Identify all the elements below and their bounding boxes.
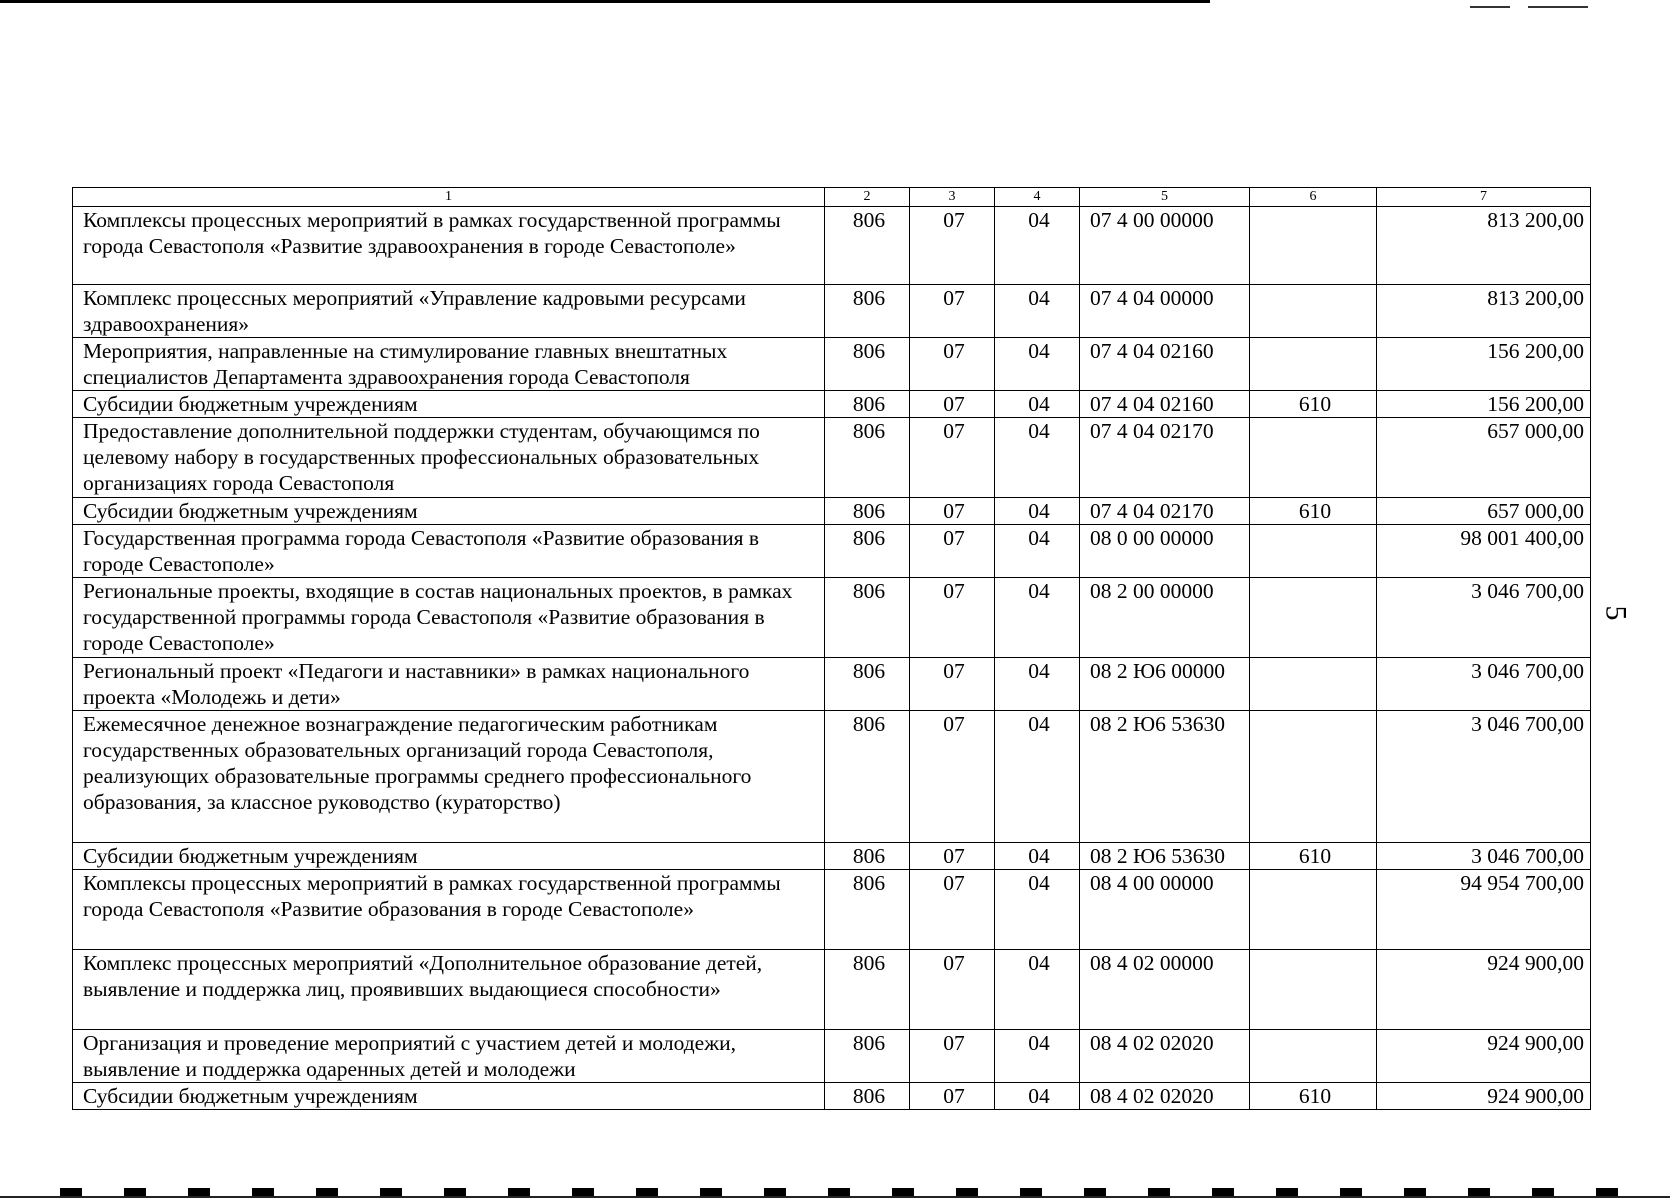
row-expense-type — [1250, 658, 1377, 711]
table-row — [73, 578, 1591, 658]
row-subsection: 04 — [995, 711, 1080, 843]
row-name: Комплекс процессных мероприятий «Дополнительное образование детей, выявление и поддержка лиц, проявивших выдающиеся способности» — [73, 950, 825, 1030]
row-grbs: 806 — [825, 870, 910, 950]
row-subsection: 04 — [995, 658, 1080, 711]
row-name: Мероприятия, направленные на стимулирование главных внештатных специалистов Департамента здравоохранения города Севастополя — [73, 338, 825, 391]
scan-bottom-ticks — [60, 1188, 1620, 1196]
row-section: 07 — [910, 498, 995, 525]
row-target-code: 07 4 04 02160 — [1080, 338, 1250, 391]
row-name: Субсидии бюджетным учреждениям — [73, 1083, 825, 1110]
table-row — [73, 498, 1591, 525]
row-name: Комплекс процессных мероприятий «Управление кадровыми ресурсами здравоохранения» — [73, 285, 825, 338]
row-subsection: 04 — [995, 525, 1080, 578]
row-grbs: 806 — [825, 843, 910, 870]
row-subsection: 04 — [995, 285, 1080, 338]
row-section: 07 — [910, 1030, 995, 1083]
row-grbs: 806 — [825, 498, 910, 525]
row-grbs: 806 — [825, 1083, 910, 1110]
row-subsection: 04 — [995, 843, 1080, 870]
row-expense-type — [1250, 1030, 1377, 1083]
row-target-code: 07 4 04 02170 — [1080, 418, 1250, 498]
row-sum: 924 900,00 — [1377, 1030, 1591, 1083]
row-target-code: 08 2 Ю6 00000 — [1080, 658, 1250, 711]
row-sum: 3 046 700,00 — [1377, 711, 1591, 843]
row-expense-type — [1250, 525, 1377, 578]
row-target-code: 07 4 04 02170 — [1080, 498, 1250, 525]
row-expense-type — [1250, 418, 1377, 498]
row-sum: 3 046 700,00 — [1377, 658, 1591, 711]
column-header: 2 — [825, 188, 910, 207]
row-section: 07 — [910, 870, 995, 950]
row-section: 07 — [910, 285, 995, 338]
row-target-code: 08 4 02 02020 — [1080, 1083, 1250, 1110]
row-sum: 813 200,00 — [1377, 285, 1591, 338]
row-section: 07 — [910, 418, 995, 498]
header-row — [73, 188, 1591, 207]
row-target-code: 08 4 02 00000 — [1080, 950, 1250, 1030]
column-header: 7 — [1377, 188, 1591, 207]
row-expense-type: 610 — [1250, 391, 1377, 418]
table-row — [73, 1030, 1591, 1083]
table-row — [73, 843, 1591, 870]
row-section: 07 — [910, 525, 995, 578]
row-name: Региональный проект «Педагоги и наставники» в рамках национального проекта «Молодежь и дети» — [73, 658, 825, 711]
row-sum: 98 001 400,00 — [1377, 525, 1591, 578]
row-sum: 924 900,00 — [1377, 1083, 1591, 1110]
row-section: 07 — [910, 391, 995, 418]
row-grbs: 806 — [825, 950, 910, 1030]
row-expense-type — [1250, 711, 1377, 843]
row-sum: 94 954 700,00 — [1377, 870, 1591, 950]
row-name: Субсидии бюджетным учреждениям — [73, 391, 825, 418]
row-grbs: 806 — [825, 578, 910, 658]
table-row — [73, 711, 1591, 843]
table-row — [73, 207, 1591, 285]
table-row — [73, 1083, 1591, 1110]
row-name: Субсидии бюджетным учреждениям — [73, 498, 825, 525]
row-sum: 156 200,00 — [1377, 338, 1591, 391]
row-name: Комплексы процессных мероприятий в рамках государственной программы города Севастополя «Развитие здравоохранения в городе Севастополе» — [73, 207, 825, 285]
row-section: 07 — [910, 711, 995, 843]
table-row — [73, 658, 1591, 711]
row-subsection: 04 — [995, 950, 1080, 1030]
row-grbs: 806 — [825, 711, 910, 843]
row-section: 07 — [910, 1083, 995, 1110]
row-subsection: 04 — [995, 870, 1080, 950]
column-header: 6 — [1250, 188, 1377, 207]
row-target-code: 07 4 04 02160 — [1080, 391, 1250, 418]
row-sum: 156 200,00 — [1377, 391, 1591, 418]
row-subsection: 04 — [995, 1030, 1080, 1083]
row-name: Государственная программа города Севастополя «Развитие образования в городе Севастополе» — [73, 525, 825, 578]
row-expense-type: 610 — [1250, 1083, 1377, 1110]
row-name: Предоставление дополнительной поддержки студентам, обучающимся по целевому набору в государственных профессиональных образовательных организациях города Севастополя — [73, 418, 825, 498]
row-subsection: 04 — [995, 1083, 1080, 1110]
row-sum: 657 000,00 — [1377, 498, 1591, 525]
row-grbs: 806 — [825, 391, 910, 418]
column-header: 4 — [995, 188, 1080, 207]
table-row — [73, 950, 1591, 1030]
row-grbs: 806 — [825, 338, 910, 391]
row-target-code: 07 4 00 00000 — [1080, 207, 1250, 285]
scan-top-dash — [1470, 6, 1510, 8]
row-target-code: 08 2 Ю6 53630 — [1080, 711, 1250, 843]
row-section: 07 — [910, 950, 995, 1030]
row-sum: 3 046 700,00 — [1377, 843, 1591, 870]
row-subsection: 04 — [995, 207, 1080, 285]
row-grbs: 806 — [825, 658, 910, 711]
scan-top-dash — [1528, 6, 1588, 8]
column-header: 3 — [910, 188, 995, 207]
row-expense-type: 610 — [1250, 843, 1377, 870]
row-grbs: 806 — [825, 207, 910, 285]
row-expense-type — [1250, 285, 1377, 338]
table-row — [73, 338, 1591, 391]
row-grbs: 806 — [825, 525, 910, 578]
row-sum: 924 900,00 — [1377, 950, 1591, 1030]
row-name: Организация и проведение мероприятий с участием детей и молодежи, выявление и поддержка одаренных детей и молодежи — [73, 1030, 825, 1083]
row-sum: 813 200,00 — [1377, 207, 1591, 285]
row-expense-type — [1250, 950, 1377, 1030]
row-expense-type — [1250, 870, 1377, 950]
row-subsection: 04 — [995, 338, 1080, 391]
row-section: 07 — [910, 658, 995, 711]
row-subsection: 04 — [995, 418, 1080, 498]
table-row — [73, 870, 1591, 950]
table-row — [73, 285, 1591, 338]
row-expense-type — [1250, 578, 1377, 658]
budget-table — [72, 187, 1591, 1110]
row-name: Ежемесячное денежное вознаграждение педагогическим работникам государственных образовательных организаций города Севастополя, реализующих образовательные программы среднего профессионального образования, за классное руководство (кураторство) — [73, 711, 825, 843]
row-sum: 657 000,00 — [1377, 418, 1591, 498]
row-name: Комплексы процессных мероприятий в рамках государственной программы города Севастополя «Развитие образования в городе Севастополе» — [73, 870, 825, 950]
row-target-code: 07 4 04 00000 — [1080, 285, 1250, 338]
row-target-code: 08 0 00 00000 — [1080, 525, 1250, 578]
row-grbs: 806 — [825, 285, 910, 338]
row-expense-type: 610 — [1250, 498, 1377, 525]
column-header: 5 — [1080, 188, 1250, 207]
row-section: 07 — [910, 207, 995, 285]
row-grbs: 806 — [825, 418, 910, 498]
row-subsection: 04 — [995, 578, 1080, 658]
table-row — [73, 525, 1591, 578]
scan-top-border — [0, 0, 1210, 3]
column-header: 1 — [73, 188, 825, 207]
row-target-code: 08 2 Ю6 53630 — [1080, 843, 1250, 870]
row-target-code: 08 4 02 02020 — [1080, 1030, 1250, 1083]
row-sum: 3 046 700,00 — [1377, 578, 1591, 658]
page-number: 5 — [1599, 605, 1633, 621]
row-target-code: 08 4 00 00000 — [1080, 870, 1250, 950]
row-expense-type — [1250, 338, 1377, 391]
row-target-code: 08 2 00 00000 — [1080, 578, 1250, 658]
row-expense-type — [1250, 207, 1377, 285]
row-name: Региональные проекты, входящие в состав национальных проектов, в рамках государственной программы города Севастополя «Развитие образования в городе Севастополе» — [73, 578, 825, 658]
table-row — [73, 418, 1591, 498]
row-subsection: 04 — [995, 498, 1080, 525]
table-row — [73, 391, 1591, 418]
row-section: 07 — [910, 338, 995, 391]
row-section: 07 — [910, 578, 995, 658]
scan-bottom-border — [0, 1196, 1670, 1198]
row-section: 07 — [910, 843, 995, 870]
row-name: Субсидии бюджетным учреждениям — [73, 843, 825, 870]
row-subsection: 04 — [995, 391, 1080, 418]
row-grbs: 806 — [825, 1030, 910, 1083]
